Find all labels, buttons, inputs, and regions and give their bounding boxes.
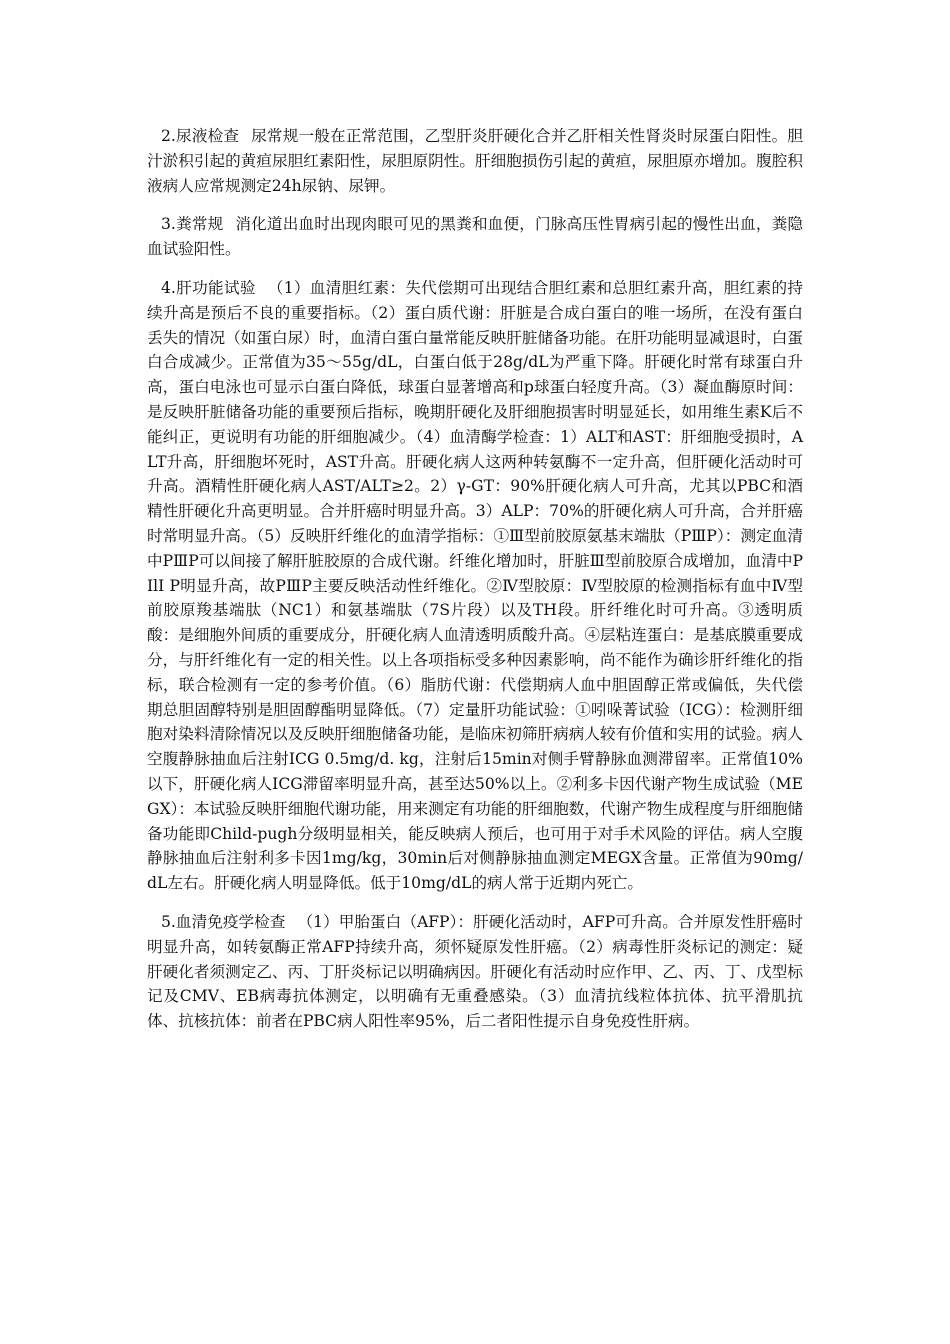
- paragraph-urine-test: [147, 124, 803, 198]
- section-heading: 3.粪常规: [161, 215, 224, 234]
- paragraph-text: （1）甲胎蛋白（AFP）：肝硬化活动时，AFP可升高。合并原发性肝癌时明显升高，如转氨酶正常AFP持续升高，须怀疑原发性肝癌。（2）病毒性肝炎标记的测定：疑肝硬化者须测定乙、丙、丁肝炎标记以明确病因。肝硬化有活动时应作甲、乙、丙、丁、戊型标记及CMV、EB病毒抗体测定，以明确有无重叠感染。（3）血清抗线粒体抗体、抗平滑肌抗体、抗核抗体：前者在PBC病人阳性率95%，后二者阳性提示自身免疫性肝病。: [147, 912, 803, 1031]
- paragraph-text: 尿常规一般在正常范围，乙型肝炎肝硬化合并乙肝相关性肾炎时尿蛋白阳性。胆汁淤积引起的黄疸尿胆红素阳性，尿胆原阴性。肝细胞损伤引起的黄疸，尿胆原亦增加。腹腔积液病人应常规测定24h尿钠、尿钾。: [147, 127, 803, 195]
- section-heading: 2.尿液检查: [161, 127, 240, 145]
- section-heading: 4.肝功能试验: [161, 278, 256, 297]
- paragraph-serum-immunology-test: [147, 910, 803, 1034]
- paragraph-stool-test: [147, 212, 803, 262]
- document-page: [147, 124, 803, 1048]
- paragraph-liver-function-test: [147, 276, 803, 896]
- section-heading: 5.血清免疫学检查: [161, 912, 286, 931]
- paragraph-text: 消化道出血时出现肉眼可见的黑粪和血便，门脉高压性胃病引起的慢性出血，粪隐血试验阳性。: [147, 215, 803, 259]
- paragraph-text: （1）血清胆红素：失代偿期可出现结合胆红素和总胆红素升高，胆红素的持续升高是预后不良的重要指标。（2）蛋白质代谢：肝脏是合成白蛋白的唯一场所，在没有蛋白丢失的情况（如蛋白尿）时，血清白蛋白量常能反映肝脏储备功能。在肝功能明显减退时，白蛋白合成减少。正常值为35～55g/dL，白蛋白低于28g/dL为严重下降。肝硬化时常有球蛋白升高，蛋白电泳也可显示白蛋白降低，球蛋白显著增高和p球蛋白轻度升高。（3）凝血酶原时间：是反映肝脏储备功能的重要预后指标，晚期肝硬化及肝细胞损害时明显延长，如用维生素K后不能纠正，更说明有功能的肝细胞减少。（4）血清酶学检查：1）ALT和AST：肝细胞受损时，ALT升高，肝细胞坏死时，AST升高。肝硬化病人这两种转氨酶不一定升高，但肝硬化活动时可升高。酒精性肝硬化病人AST/ALT≥2。2）γ-GT：90%肝硬化病人可升高，尤其以PBC和酒精性肝硬化升高更明显。合并肝癌时明显升高。3）ALP：70%的肝硬化病人可升高，合并肝癌时常明显升高。（5）反映肝纤维化的血清学指标：①Ⅲ型前胶原氨基末端肽（PⅢP）：测定血清中PⅢP可以间接了解肝脏胶原的合成代谢。纤维化增加时，肝脏Ⅲ型前胶原合成增加，血清中P IlI P明显升高，故PⅢP主要反映活动性纤维化。②Ⅳ型胶原：Ⅳ型胶原的检测指标有血中Ⅳ型前胶原羧基端肽（NC1）和氨基端肽（7S片段）以及TH段。肝纤维化时可升高。③透明质酸：是细胞外间质的重要成分，肝硬化病人血清透明质酸升高。④层粘连蛋白：是基底膜重要成分，与肝纤维化有一定的相关性。以上各项指标受多种因素影响，尚不能作为确诊肝纤维化的指标，联合检测有一定的参考价值。（6）脂肪代谢：代偿期病人血中胆固醇正常或偏低，失代偿期总胆固醇特别是胆固醇酯明显降低。（7）定量肝功能试验：①吲哚菁试验（ICG）：检测肝细胞对染料清除情况以及反映肝细胞储备功能，是临床初筛肝病病人较有价值和实用的试验。病人空腹静脉抽血后注射ICG 0.5mg/d. kg，注射后15min对侧手臂静脉血测滞留率。正常值10%以下，肝硬化病人ICG滞留率明显升高，甚至达50%以上。②利多卡因代谢产物生成试验（MEGX）：本试验反映肝细胞代谢功能，用来测定有功能的肝细胞数，代谢产物生成程度与肝细胞储备功能即Child-pugh分级明显相关，能反映病人预后，也可用于对手术风险的评估。病人空腹静脉抽血后注射利多卡因1mg/kg，30min后对侧静脉抽血测定MEGX含量。正常值为90mg/dL左右。肝硬化病人明显降低。低于10mg/dL的病人常于近期内死亡。: [147, 278, 803, 893]
